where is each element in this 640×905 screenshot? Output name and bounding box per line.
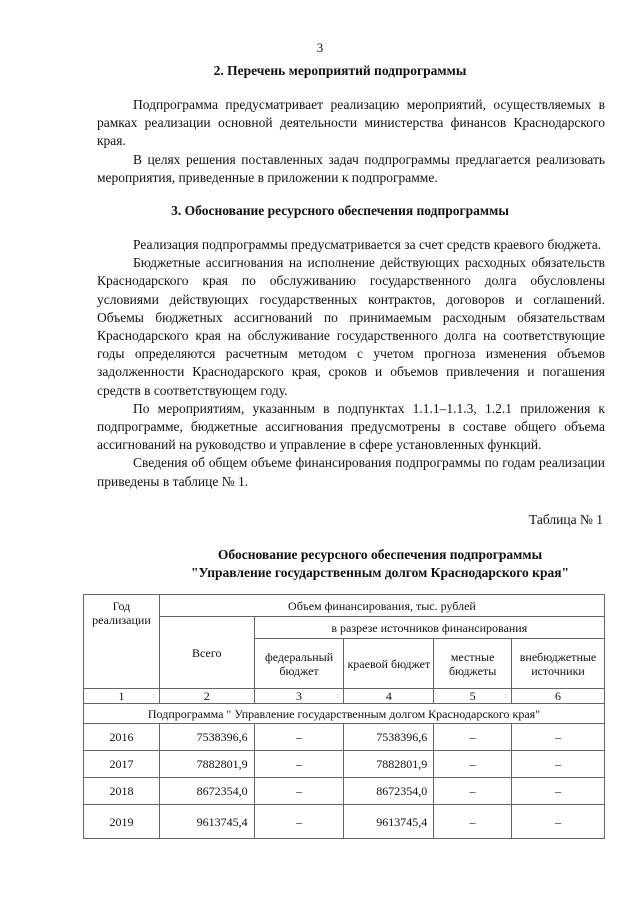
local-cell: –	[434, 805, 512, 839]
header-federal: федеральный бюджет	[254, 639, 344, 689]
year-cell: 2016	[84, 724, 160, 751]
regional-cell: 8672354,0	[344, 778, 434, 805]
column-number: 3	[254, 689, 344, 704]
column-number: 4	[344, 689, 434, 704]
table-label: Таблица № 1	[529, 512, 603, 527]
section3-paragraph: Сведения об общем объеме финансирования подпрограммы по годам реализации приведены в таблице № 1.	[97, 455, 605, 489]
regional-cell: 9613745,4	[344, 805, 434, 839]
regional-cell: 7882801,9	[344, 751, 434, 778]
header-local: местные бюджеты	[434, 639, 512, 689]
total-cell: 8672354,0	[159, 778, 254, 805]
header-volume: Объем финансирования, тыс. рублей	[159, 595, 604, 617]
subprogram-row: Подпрограмма " Управление государственным долгом Краснодарского края"	[84, 704, 605, 724]
total-cell: 7882801,9	[159, 751, 254, 778]
financing-table	[83, 594, 605, 839]
year-cell: 2017	[84, 751, 160, 778]
table-title	[80, 546, 640, 582]
regional-cell: 7538396,6	[344, 724, 434, 751]
header-year: Год реализации	[84, 595, 160, 689]
extra-cell: –	[512, 805, 605, 839]
header-sources: в разрезе источников финансирования	[254, 617, 604, 639]
table-row	[84, 751, 605, 778]
column-number: 2	[159, 689, 254, 704]
table-row	[84, 778, 605, 805]
section2-heading: 2. Перечень мероприятий подпрограммы	[213, 63, 467, 78]
total-cell: 7538396,6	[159, 724, 254, 751]
table-title-line1: Обоснование ресурсного обеспечения подпрограммы	[217, 547, 543, 562]
table-row	[84, 724, 605, 751]
header-total: Всего	[159, 617, 254, 689]
extra-cell: –	[512, 778, 605, 805]
column-number: 5	[434, 689, 512, 704]
table-title-line2: "Управление государственным долгом Краснодарского края"	[190, 565, 570, 580]
column-number: 1	[84, 689, 160, 704]
section2-paragraph: Подпрограмма предусматривает реализацию мероприятий, осуществляемых в рамках реализации основной деятельности министерства финансов Краснодарского края.	[97, 97, 605, 149]
federal-cell: –	[254, 751, 344, 778]
section2-paragraph: В целях решения поставленных задач подпрограммы предлагается реализовать мероприятия, приведенные в приложении к подпрограмме.	[97, 151, 605, 185]
extra-cell: –	[512, 751, 605, 778]
page-number: 3	[316, 40, 324, 55]
year-cell: 2018	[84, 778, 160, 805]
section3-paragraph: По мероприятиям, указанным в подпунктах 1.1.1–1.1.3, 1.2.1 приложения к подпрограмме, бюджетные ассигнования предусмотрены в составе общего объема ассигнований на руководство и управление в сфере установленных функций.	[97, 400, 605, 453]
local-cell: –	[434, 724, 512, 751]
header-extra: внебюджетные источники	[512, 639, 605, 689]
total-cell: 9613745,4	[159, 805, 254, 839]
federal-cell: –	[254, 805, 344, 839]
federal-cell: –	[254, 778, 344, 805]
section2-body	[97, 96, 605, 187]
section3-paragraph: Реализация подпрограммы предусматривается за счет средств краевого бюджета.	[133, 237, 602, 252]
year-cell: 2019	[84, 805, 160, 839]
extra-cell: –	[512, 724, 605, 751]
column-number: 6	[512, 689, 605, 704]
section3-heading: 3. Обоснование ресурсного обеспечения подпрограммы	[171, 203, 509, 218]
section3-body	[97, 236, 605, 491]
local-cell: –	[434, 751, 512, 778]
section3-paragraph: Бюджетные ассигнования на исполнение действующих расходных обязательств Краснодарского края по обслуживанию государственного долга обусловлены условиями действующих государственных контрактов, договоров и соглашений. Объемы бюджетных ассигнований по принимаемым расходным обязательствам Краснодарского края на обслуживание государственного долга на соответствующие годы определяются расчетным методом с учетом прогноза изменения объемов задолженности Краснодарского края, сроков и объемов привлечения и погашения средств в соответствующем году.	[97, 255, 605, 398]
table-row	[84, 805, 605, 839]
header-regional: краевой бюджет	[344, 639, 434, 689]
federal-cell: –	[254, 724, 344, 751]
local-cell: –	[434, 778, 512, 805]
